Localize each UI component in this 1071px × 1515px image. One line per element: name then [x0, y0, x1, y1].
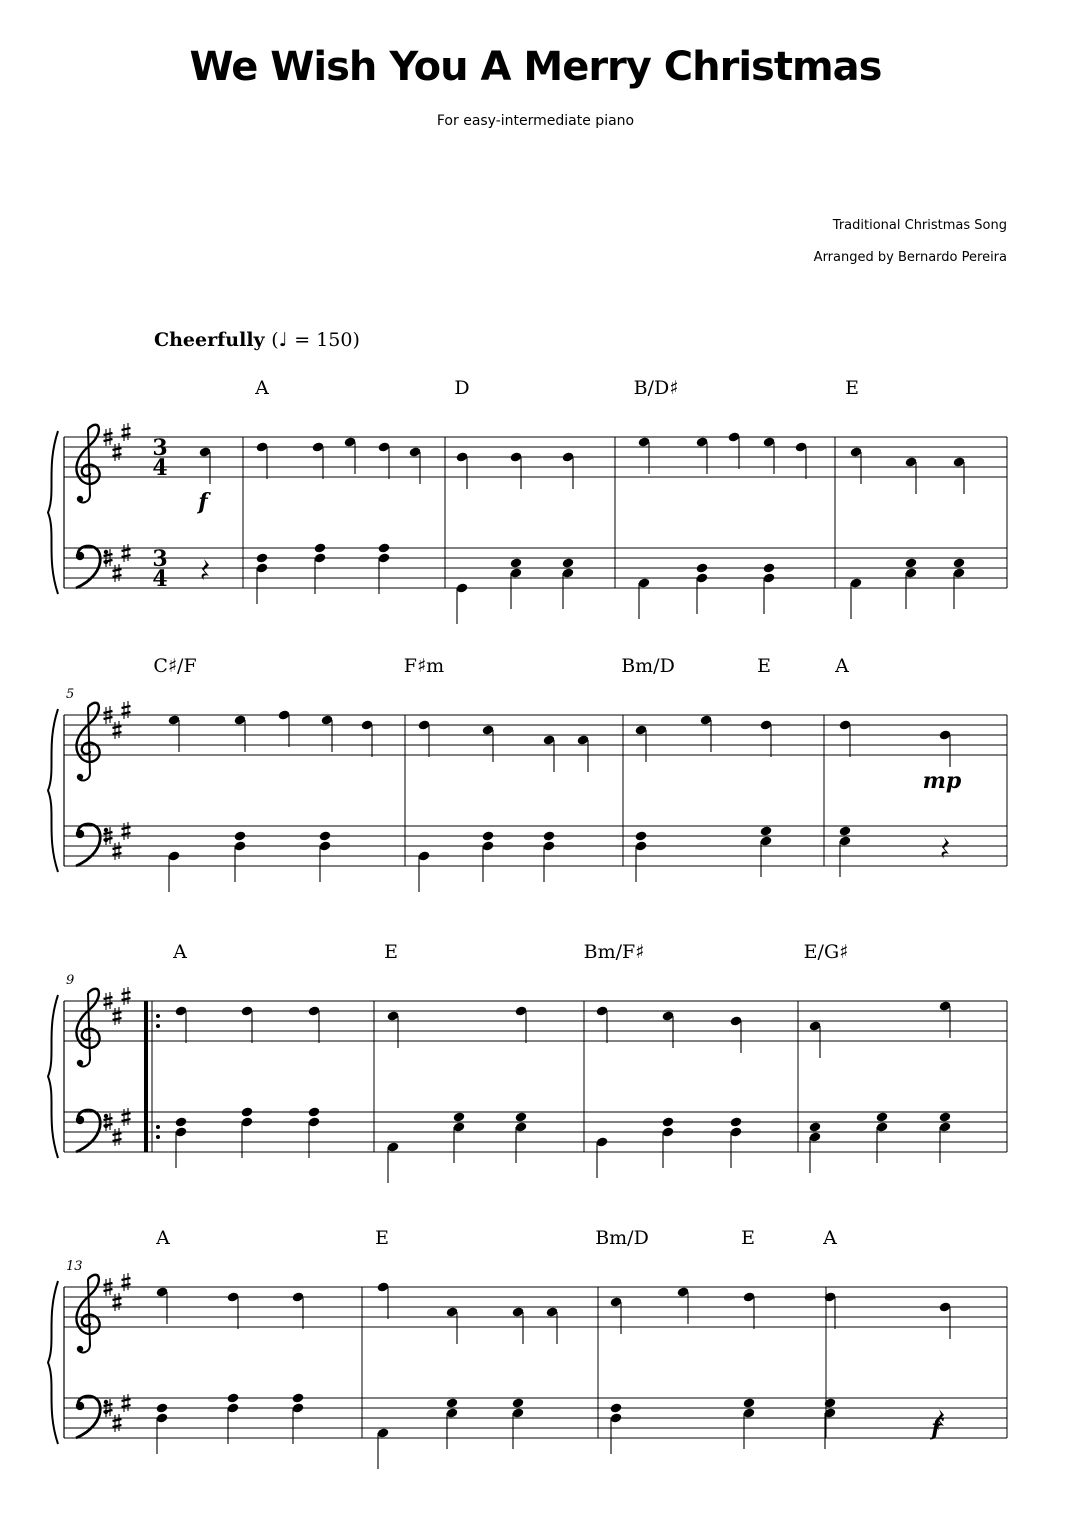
note-head	[509, 557, 522, 568]
repeat-dot	[156, 1014, 160, 1018]
measure-number: 13	[66, 1259, 83, 1274]
chord-symbol: A	[823, 1227, 837, 1249]
chord-symbol: A	[835, 655, 849, 677]
key-sharp-icon	[113, 443, 122, 461]
repeat-dot	[156, 1135, 160, 1139]
note-head	[762, 562, 775, 573]
system-2	[48, 655, 1007, 892]
note-head	[514, 1111, 527, 1122]
chord-symbol: F♯m	[403, 655, 445, 677]
note-head	[318, 830, 331, 841]
chord-symbol: E	[741, 1227, 755, 1249]
key-sharp-icon	[122, 1108, 131, 1126]
chord-symbol: E/G♯	[803, 941, 849, 963]
tempo-word: Cheerfully	[154, 329, 265, 351]
repeat-dot	[156, 1024, 160, 1028]
chord-symbol: A	[173, 941, 187, 963]
key-sharp-icon	[113, 1128, 122, 1146]
treble-clef-icon	[76, 1275, 99, 1353]
key-sharp-icon	[122, 987, 131, 1005]
time-signature-top: 3	[152, 435, 168, 461]
chord-symbol: Bm/F♯	[583, 941, 645, 963]
quarter-rest-icon	[942, 837, 949, 858]
dynamic-marking: f	[198, 489, 208, 515]
note-head	[542, 830, 555, 841]
chord-symbol: Bm/D	[595, 1227, 649, 1249]
key-sharp-icon	[122, 701, 131, 719]
chord-symbol: A	[156, 1227, 170, 1249]
tempo-marking: Cheerfully (♩ = 150)	[154, 329, 360, 351]
dynamic-marking: mp	[922, 768, 962, 794]
note-head	[452, 1111, 465, 1122]
arranger-credit: Arranged by Bernardo Pereira	[813, 250, 1007, 265]
subtitle: For easy-intermediate piano	[436, 113, 635, 129]
note-head	[307, 1106, 320, 1117]
bass-clef-icon	[76, 824, 108, 866]
time-signature-bottom: 4	[152, 566, 168, 592]
note-head	[226, 1392, 239, 1403]
chord-symbol: D	[454, 377, 470, 399]
note-head	[661, 1116, 674, 1127]
note-head	[838, 825, 851, 836]
note-head	[445, 1397, 458, 1408]
note-head	[511, 1397, 524, 1408]
page-title: We Wish You A Merry Christmas	[189, 44, 882, 90]
key-sharp-icon	[122, 822, 131, 840]
note-head	[481, 830, 494, 841]
note-head	[240, 1106, 253, 1117]
tempo-note-icon: ♩	[278, 329, 288, 351]
note-head	[609, 1402, 622, 1413]
note-head	[729, 1116, 742, 1127]
note-head	[808, 1121, 821, 1132]
time-signature-bottom: 4	[152, 455, 168, 481]
treble-clef-icon	[76, 425, 99, 503]
note-head	[377, 542, 390, 553]
key-sharp-icon	[122, 1394, 131, 1412]
treble-clef-icon	[76, 703, 99, 781]
chord-symbol: C♯/F	[153, 655, 197, 677]
note-head	[952, 557, 965, 568]
note-head	[823, 1397, 836, 1408]
measure-number: 9	[66, 973, 75, 988]
key-sharp-icon	[122, 423, 131, 441]
brace	[48, 1281, 58, 1444]
key-sharp-icon	[113, 1414, 122, 1432]
time-signature-top: 3	[152, 546, 168, 572]
key-sharp-icon	[113, 721, 122, 739]
key-sharp-icon	[113, 564, 122, 582]
note-head	[904, 557, 917, 568]
key-sharp-icon	[122, 1273, 131, 1291]
brace	[48, 709, 58, 872]
note-head	[695, 562, 708, 573]
chord-symbol: E	[757, 655, 771, 677]
system-4	[48, 1227, 1007, 1469]
dynamic-marking: f	[931, 1415, 941, 1441]
note-head	[938, 1111, 951, 1122]
note-head	[759, 825, 772, 836]
key-sharp-icon	[113, 1293, 122, 1311]
note-head	[742, 1397, 755, 1408]
key-sharp-icon	[113, 1007, 122, 1025]
system-1	[48, 377, 1007, 624]
bass-clef-icon	[76, 1110, 108, 1152]
composer-credit: Traditional Christmas Song	[832, 218, 1007, 233]
chord-symbol: E	[375, 1227, 389, 1249]
treble-clef-icon	[76, 989, 99, 1067]
key-sharp-icon	[122, 544, 131, 562]
note-head	[233, 830, 246, 841]
tempo-bpm: = 150	[294, 329, 353, 351]
note-head	[255, 552, 268, 563]
brace	[48, 995, 58, 1158]
chord-symbol: A	[255, 377, 269, 399]
measure-number: 5	[66, 687, 75, 702]
note-head	[875, 1111, 888, 1122]
system-3	[48, 941, 1007, 1183]
note-head	[155, 1402, 168, 1413]
repeat-dot	[156, 1125, 160, 1129]
brace	[48, 431, 58, 594]
repeat-thick-bar	[144, 1001, 148, 1152]
chord-symbol: Bm/D	[621, 655, 675, 677]
bass-clef-icon	[76, 546, 108, 588]
note-head	[291, 1392, 304, 1403]
note-head	[313, 542, 326, 553]
quarter-rest-icon	[202, 559, 209, 580]
note-head	[634, 830, 647, 841]
chord-symbol: E	[845, 377, 859, 399]
key-sharp-icon	[113, 842, 122, 860]
note-head	[174, 1116, 187, 1127]
chord-symbol: B/D♯	[633, 377, 679, 399]
chord-symbol: E	[384, 941, 398, 963]
bass-clef-icon	[76, 1396, 108, 1438]
note-head	[561, 557, 574, 568]
